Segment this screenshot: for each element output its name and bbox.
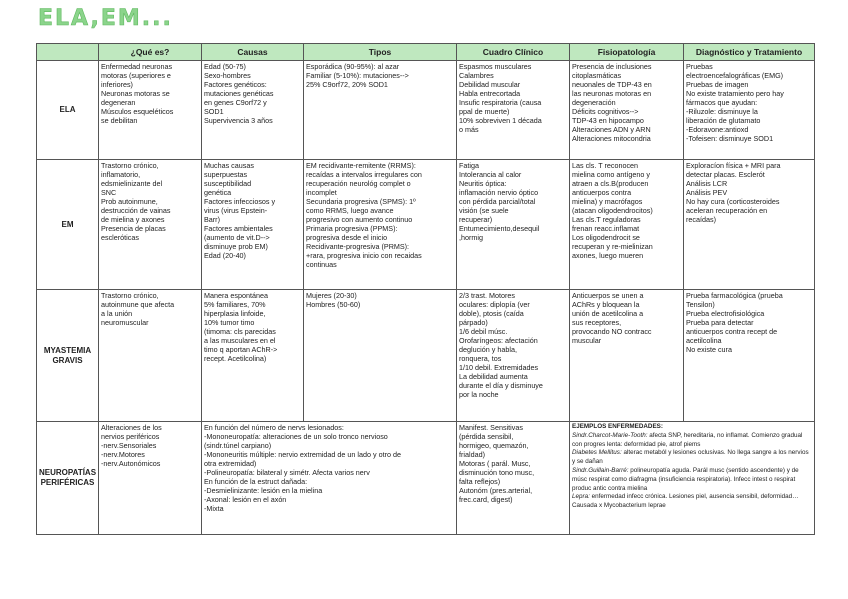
cell-que-es: Alteraciones de los nervios periféricos -nerv.Sensoriales -nerv.Motores -nerv.Autonómicos [99, 422, 202, 535]
ejemplo-name: Diabetes Mellitus: [572, 449, 622, 457]
header-tipos: Tipos [304, 44, 457, 61]
header-cell-empty [37, 44, 99, 61]
cell-cuadro: Espasmos musculares Calambres Debilidad muscular Habla entrecortada Insufic respiratoria (causa ppal de muerte) 10% sobreviven 1 década o más [457, 61, 570, 160]
page-title: ELA,EM... [38, 6, 173, 31]
header-fisiopatologia: Fisiopatología [570, 44, 684, 61]
ejemplo-text: enfermedad infecc crónica. Lesiones piel, ausencia sensibil, deformidad… Causada x Mycobacterium leprae [572, 493, 799, 510]
cell-diag: Exploracíon física + MRI para detectar placas. Esclerót Análisis LCR Análisis PEV No hay cura (corticosteroides aceleran recuperación en recaídas) [684, 160, 815, 290]
ejemplo-name: Sindr.Charcot-Marie-Tooth: [572, 431, 648, 439]
cell-cuadro: 2/3 trast. Motores oculares: diplopía (ver doble), ptosis (caída párpado) 1/6 debil músc. Orofaríngeos: afectación deglución y habla, ronquera, tos 1/10 debil. Extremidades La debilidad aumenta durante el día y disminuye por la noche [457, 290, 570, 422]
cell-cuadro: Manifest. Sensitivas (pérdida sensibil, hormigeo, quemazón, frialdad) Motoras ( parál. Musc, disminución tono musc, falta reflejos) Autonóm (pres.arterial, frec.card, digest) [457, 422, 570, 535]
cell-que-es: Trastorno crónico, inflamatorio, edsmielinizante del SNC Prob autoinmune, destrucción de vainas de mielina y axones Presencia de placas escleróticas [99, 160, 202, 290]
cell-que-es: Trastorno crónico, autoinmune que afecta a la unión neuromuscular [99, 290, 202, 422]
cell-tipos: Esporádica (90-95%): al azar Familiar (5-10%): mutaciones--> 25% C9orf72, 20% SOD1 [304, 61, 457, 160]
cell-causas: En función del número de nervs lesionados: -Mononeuropatía: alteraciones de un solo tronco nervioso (sindr.túnel carpiano) -Mononeuritis múltiple: nervio extremidad de un lado y otro de otra extremidad) -Polineuropatía: bilateral y simétr. Afecta varios nerv En función de la estruct dañada: -Desmielinizante: lesión en la mielina -Axonal: lesión en el axón -Mixta [202, 422, 457, 535]
ejemplo-text: alterac metaból y lesiones oclusivas. No llega sangre a los nervios y se dañan [572, 449, 809, 466]
cell-cuadro: Fatiga Intolerancia al calor Neuritis óptica: inflamación nervio óptico con pérdida parcial/total visión (se suele recuperar) Entumecimiento,desequil ,hormig [457, 160, 570, 290]
table-row-em [37, 160, 815, 290]
ejemplos-heading: EJEMPLOS ENFERMEDADES: [572, 423, 663, 430]
table-row-neuropatias [37, 422, 815, 535]
cell-fisio: Anticuerpos se unen a AChRs y bloquean la unión de acetilcolina a sus receptores, provocando NO contracc muscular [570, 290, 684, 422]
ejemplo-text: polineuropatía aguda. Parál musc (sentido ascendente) y de músc respirat como diafragma (insuficiencia respiratoria). Infecc intest o respirat produc antic contra mielina [572, 466, 799, 492]
cell-diag: Prueba farmacológica (prueba Tensilon) Prueba electrofisiológica Prueba para detectar anticuerpos contra recept de acetilcolina No existe cura [684, 290, 815, 422]
row-label: MYASTEMIA GRAVIS [37, 290, 99, 422]
header-row [37, 44, 815, 61]
header-cuadro-clinico: Cuadro Clínico [457, 44, 570, 61]
ejemplo-name: Sindr.Guillain-Barré: [572, 466, 629, 474]
cell-tipos: Mujeres (20-30) Hombres (50-60) [304, 290, 457, 422]
summary-table [36, 43, 815, 535]
row-label: ELA [37, 61, 99, 160]
cell-fisio: Las cls. T reconocen mielina como antígeno y atraen a cls.B(producen anticuerpos contra mielina) y macrófagos (atacan oligodendrocitos) Las cls.T reguladoras frenan reacc.inflamat Los oligodendrocit se recuperan y re-mielinizan axones, luego mueren [570, 160, 684, 290]
cell-causas: Muchas causas superpuestas susceptibilidad genética Factores infecciosos y virus (virus Epstein- Barr) Factores ambientales (aumento de vit.D--> disminuye prob EM) Edad (20-40) [202, 160, 304, 290]
cell-que-es: Enfermedad neuronas motoras (superiores e inferiores) Neuronas motoras se degeneran Músculos esqueléticos se debilitan [99, 61, 202, 160]
table-row-myastenia [37, 290, 815, 422]
ejemplo-text: afecta SNP, hereditaria, no inflamat. Comienzo gradual con progres lenta: deformidad pie, atrof piems [572, 431, 803, 448]
ejemplo-name: Lepra: [572, 493, 590, 501]
cell-causas: Manera espontánea 5% familiares, 70% hiperplasia linfoide, 10% tumor timo (timoma: cls parecidas a las musculares en el timo q aportan AChR-> recept. Acetilcolina) [202, 290, 304, 422]
header-diagnostico: Diagnóstico y Tratamiento [684, 44, 815, 61]
table-row-ela [37, 61, 815, 160]
cell-tipos: EM recidivante-remitente (RRMS): recaídas a intervalos irregulares con recuperación neurológ complet o incomplet Secundaria progresiva (SPMS): 1º como RRMS, luego avance progresivo con aumento continuo Primaria progresiva (PPMS): progresiva desde el inicio Recidivante-progresiva (PRMS): +rara, progresiva inicio con recaidas continuas [304, 160, 457, 290]
row-label: NEUROPATÍAS PERIFÉRICAS [37, 422, 99, 535]
cell-causas: Edad (50-75) Sexo-hombres Factores genéticos: mutaciones genéticas en genes C9orf72 y SOD1 Supervivencia 3 años [202, 61, 304, 160]
header-causas: Causas [202, 44, 304, 61]
header-que-es: ¿Qué es? [99, 44, 202, 61]
cell-diag: Pruebas electroencefalográficas (EMG) Pruebas de imagen No existe tratamiento pero hay fármacos que ayudan: -Riluzole: disminuye la liberación de glutamato -Edoravone:antioxd -Tofeisen: disminuye SOD1 [684, 61, 815, 160]
cell-ejemplos [570, 422, 815, 535]
row-label: EM [37, 160, 99, 290]
cell-fisio: Presencia de inclusiones citoplasmáticas neuonales de TDP-43 en las neuronas motoras en degeneración Déficits cognitivos--> TDP-43 en hipocampo Alteraciones ADN y ARN Alteraciones mitocondria [570, 61, 684, 160]
